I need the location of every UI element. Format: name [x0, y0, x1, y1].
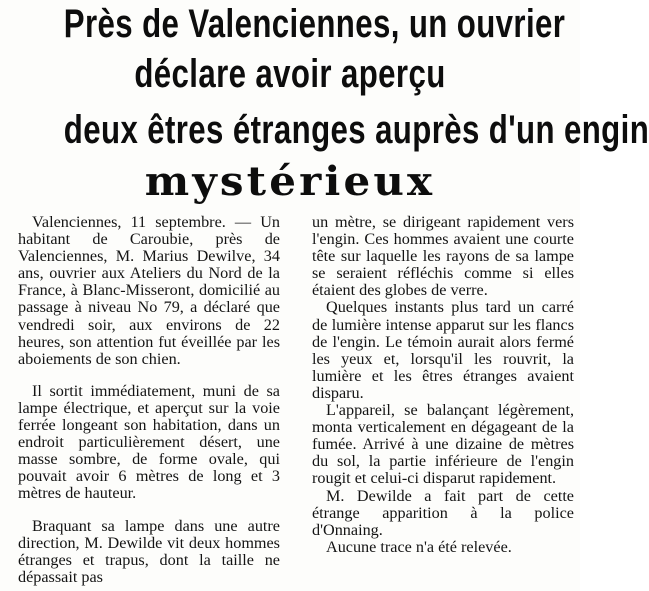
article-paragraph: un mètre, se dirigeant rapidement vers l'engin. Ces hommes avaient une courte tête sur laquelle les rayons de sa lampe se seraient réfléchis comme si elles étaient des globes de verre.: [312, 213, 574, 300]
article-paragraph: Quelques instants plus tard un carré de lumière intense apparut sur les flancs de l'engin. Le témoin aurait alors fermé les yeux et, lorsqu'il les rouvrit, la lumière et les êtres étranges avaient disparu.: [312, 298, 574, 402]
headline-line-3: deux êtres étranges auprès d'un engin: [63, 108, 649, 152]
article-paragraph: Braquant sa lampe dans une autre direction, M. Dewilde vit deux hommes étranges et trapus, dont la taille ne dépassait pas: [18, 516, 280, 586]
article-paragraph: Valenciennes, 11 septembre. — Un habitant de Caroubie, près de Valenciennes, M. Marius Dewilve, 34 ans, ouvrier aux Ateliers du Nord de la France, à Blanc-Misseront, domicilié au passage à niveau No 79, a déclaré que vendredi soir, aux environs de 22 heures, son attention fut éveillée par les aboiements de son chien.: [18, 213, 280, 368]
headline-line-4: mystérieux: [144, 158, 436, 205]
article-paragraph: M. Dewilde a fait part de cette étrange apparition à la police d'Onnaing.: [312, 486, 574, 539]
headline-line-2: déclare avoir aperçu: [134, 52, 446, 96]
headline-line-1: Près de Valenciennes, un ouvrier: [63, 2, 566, 46]
article-column-right: [312, 214, 574, 556]
article-paragraph: L'appareil, se balançant légèrement, monta verticalement en dégageant de la fumée. Arrivé à une dizaine de mètres du sol, la partie inférieure de l'engin rougit et celui-ci disparut rapidement.: [312, 401, 574, 488]
article-paragraph: Il sortit immédiatement, muni de sa lampe électrique, et aperçut sur la voie ferrée longeant son habitation, dans un endroit particulièrement désert, une masse sombre, de forme ovale, qui pouvait avoir 6 mètres de long et 3 mètres de hauteur.: [18, 381, 280, 503]
article-paragraph: Aucune trace n'a été relevée.: [326, 537, 512, 556]
article-column-left: [18, 214, 280, 586]
